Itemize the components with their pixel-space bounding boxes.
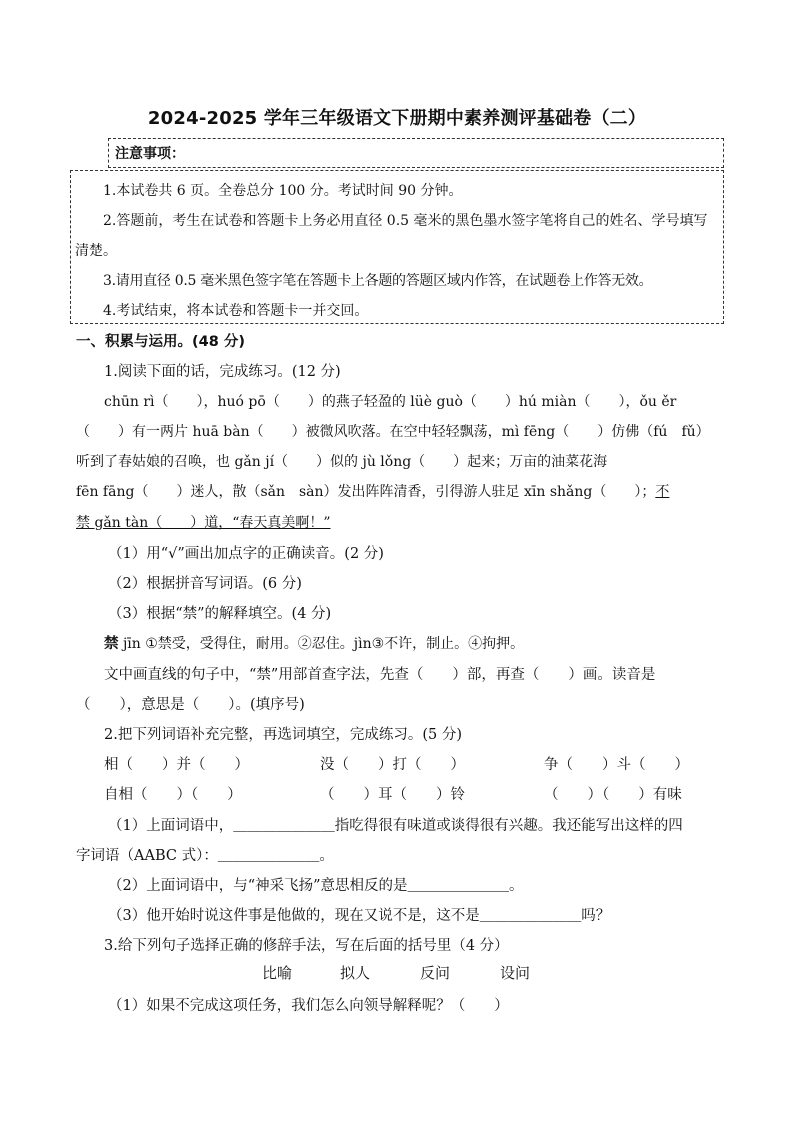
idiom-4: 自相（ ）（ ） xyxy=(104,787,242,803)
notice-box xyxy=(70,170,724,324)
notice-item-3: 3.请用直径 0.5 毫米黑色签字笔在答题卡上各题的答题区域内作答，在试题卷上作答无效。 xyxy=(103,273,653,289)
idiom-6: （ ）（ ）有味 xyxy=(544,787,682,803)
definition-text: jīn ①禁受，受得住，耐用。②忍住。jìn③不许，制止。④拘押。 xyxy=(118,636,525,652)
option-personification: 拟人 xyxy=(340,964,371,982)
idiom-3: 争（ ）斗（ ） xyxy=(544,757,689,773)
passage-line-5 xyxy=(76,512,726,532)
q1-fill-2: （ ），意思是（ ）。(填序号) xyxy=(76,697,305,713)
page-title: 2024-2025 学年三年级语文下册期中素养测评基础卷（二） xyxy=(147,108,647,129)
option-rhetorical-question: 反问 xyxy=(420,964,451,982)
q1-sub2: （2）根据拼音写词语。(6 分) xyxy=(108,576,302,592)
q2-sub1-a: （1）上面词语中，＿＿＿＿＿＿＿指吃得很有味道或谈得很有兴趣。我还能写出这样的四 xyxy=(108,818,683,834)
passage-line-3: 听到了春姑娘的召唤，也 gǎn jí（ ）似的 jù lǒng（ ）起来；万亩的油菜花海 xyxy=(76,454,608,470)
q1-sub1: （1）用“√”画出加点字的正确读音。(2 分) xyxy=(108,546,384,562)
option-metaphor: 比喻 xyxy=(262,964,293,982)
notice-item-1: 1.本试卷共 6 页。全卷总分 100 分。考试时间 90 分钟。 xyxy=(103,183,463,199)
passage-underlined-sentence: 禁 gǎn tàn（ ）道，“春天真美啊！” xyxy=(76,515,331,531)
q1-stem: 1.阅读下面的话，完成练习。(12 分) xyxy=(104,364,341,380)
notice-heading: 注意事项： xyxy=(108,138,724,168)
q2-sub1-b: 字词语（AABC 式）：＿＿＿＿＿＿＿。 xyxy=(76,848,334,864)
definition-char: 禁 xyxy=(104,635,119,652)
section-heading: 一、积累与运用。(48 分) xyxy=(76,334,245,350)
passage-line-4-text: fēn fāng（ ）迷人，散（sǎn sàn）发出阵阵清香，引得游人驻足 xīn shǎng（ ）； xyxy=(76,484,656,500)
passage-line-2: （ ）有一两片 huā bàn（ ）被微风吹落。在空中轻轻飘荡，mì fēng（ ）仿佛（fú fǔ） xyxy=(76,424,710,440)
passage-underlined-start: 不 xyxy=(655,484,670,500)
q1-fill-1: 文中画直线的句子中，“禁”用部首查字法，先查（ ）部，再查（ ）画。读音是 xyxy=(104,667,656,683)
q2-sub2: （2）上面词语中，与“神采飞扬”意思相反的是＿＿＿＿＿＿＿。 xyxy=(108,878,524,894)
definition-line xyxy=(104,632,754,653)
q1-sub3: （3）根据“禁”的解释填空。(4 分) xyxy=(108,606,332,622)
q2-stem: 2.把下列词语补充完整，再选词填空，完成练习。(5 分) xyxy=(104,727,462,743)
q3-stem: 3.给下列句子选择正确的修辞手法，写在后面的括号里（4 分） xyxy=(104,938,509,954)
notice-item-4: 4.考试结束，将本试卷和答题卡一并交回。 xyxy=(103,303,369,319)
passage-line-1: chūn rì（ ），huó pō（ ）的燕子轻盈的 lüè guò（ ）hú miàn（ ），ǒu ěr xyxy=(104,394,677,410)
idiom-2: 没（ ）打（ ） xyxy=(320,757,465,773)
passage-line-4 xyxy=(76,481,726,501)
idiom-1: 相（ ）并（ ） xyxy=(104,757,249,773)
idiom-5: （ ）耳（ ）铃 xyxy=(320,787,465,803)
option-self-question: 设问 xyxy=(500,964,531,982)
notice-item-2: 2.答题前，考生在试卷和答题卡上务必用直径 0.5 毫米的黑色墨水签字笔将自己的姓名、学号填写清楚。 xyxy=(75,213,708,259)
q3-sub1: （1）如果不完成这项任务，我们怎么向领导解释呢？（ ） xyxy=(108,998,509,1014)
q2-sub3: （3）他开始时说这件事是他做的，现在又说不是，这不是＿＿＿＿＿＿＿吗？ xyxy=(108,908,611,924)
